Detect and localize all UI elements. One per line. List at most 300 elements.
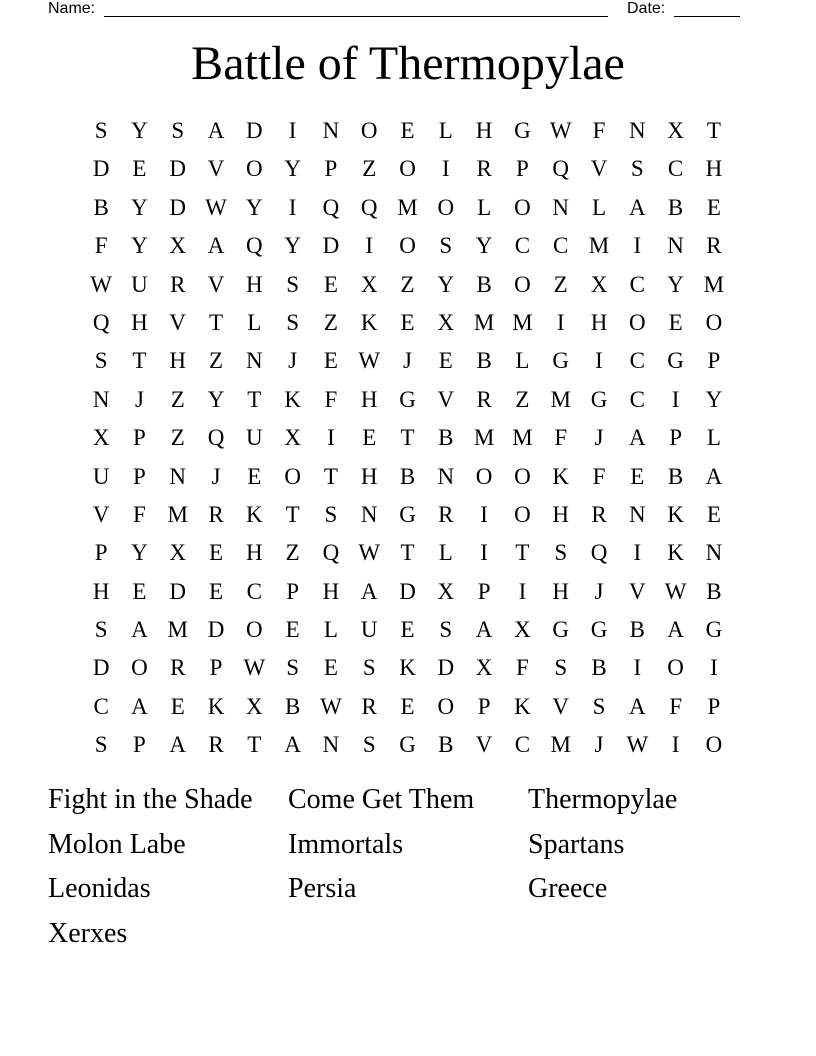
grid-letter: X <box>92 425 110 451</box>
grid-letter: V <box>552 693 570 719</box>
grid-letter: Z <box>362 156 377 182</box>
grid-letter: K <box>399 655 416 681</box>
grid-letter: E <box>668 309 683 335</box>
grid-letter: Y <box>131 233 148 259</box>
grid-letter: S <box>439 233 453 259</box>
grid-letter: G <box>590 617 608 643</box>
grid-letter: W <box>205 194 227 220</box>
grid-letter: N <box>92 386 110 412</box>
grid-letter: P <box>286 578 300 604</box>
grid-letter: V <box>590 156 608 182</box>
grid-letter: P <box>133 425 146 451</box>
grid-letter: Z <box>285 540 300 566</box>
grid-letter: Q <box>246 233 263 259</box>
grid-letter: W <box>626 732 649 758</box>
grid-letter: K <box>360 309 378 335</box>
grid-letter: J <box>594 732 604 758</box>
grid-letter: H <box>246 540 263 566</box>
grid-letter: Y <box>667 271 684 297</box>
grid-letter: X <box>514 617 531 643</box>
grid-letter: S <box>630 156 644 182</box>
grid-letter: P <box>324 156 338 182</box>
grid-letter: F <box>94 233 108 259</box>
grid-letter: K <box>246 501 263 527</box>
grid-letter: B <box>591 655 607 681</box>
grid-letter: Y <box>284 156 301 182</box>
grid-letter: X <box>360 271 378 297</box>
grid-letter: A <box>169 732 187 758</box>
grid-letter: B <box>476 271 492 297</box>
grid-letter: J <box>134 386 144 412</box>
grid-letter: H <box>552 501 570 527</box>
grid-letter: D <box>322 233 340 259</box>
grid-letter: Y <box>131 540 148 566</box>
grid-letter: E <box>706 194 721 220</box>
grid-letter: R <box>438 501 454 527</box>
grid-letter: Z <box>170 386 185 412</box>
grid-letter: I <box>671 732 680 758</box>
grid-letter: A <box>475 617 493 643</box>
grid-letter: R <box>591 501 607 527</box>
grid-letter: K <box>667 501 684 527</box>
grid-letter: M <box>397 194 418 220</box>
grid-letter: U <box>131 271 148 297</box>
grid-letter: G <box>399 386 416 412</box>
grid-letter: T <box>285 501 300 527</box>
grid-letter: M <box>512 425 533 451</box>
grid-letter: H <box>590 309 608 335</box>
grid-letter: E <box>438 348 453 374</box>
grid-letter: P <box>707 348 721 374</box>
word-list-item: Fight in the Shade <box>48 784 253 815</box>
grid-letter: I <box>327 425 335 451</box>
grid-letter: O <box>246 156 263 182</box>
grid-letter: G <box>552 348 570 374</box>
grid-letter: Q <box>92 309 110 335</box>
grid-letter: C <box>629 271 645 297</box>
grid-letter: L <box>706 425 721 451</box>
grid-letter: F <box>516 655 529 681</box>
grid-letter: I <box>671 386 680 412</box>
grid-letter: B <box>399 463 416 489</box>
grid-letter: E <box>400 617 415 643</box>
letter-grid <box>82 114 733 767</box>
grid-letter: S <box>286 655 300 681</box>
grid-letter: A <box>705 463 723 489</box>
grid-letter: Z <box>170 425 185 451</box>
grid-letter: W <box>664 578 687 604</box>
grid-letter: M <box>550 386 571 412</box>
grid-letter: G <box>667 348 684 374</box>
grid-letter: B <box>93 194 109 220</box>
grid-letter: I <box>633 540 642 566</box>
word-list-item: Greece <box>528 873 608 904</box>
grid-letter: S <box>286 309 300 335</box>
grid-letter: T <box>209 309 224 335</box>
grid-letter: S <box>362 732 376 758</box>
grid-letter: M <box>588 233 610 259</box>
grid-letter: Q <box>552 156 570 182</box>
grid-letter: A <box>667 617 684 643</box>
grid-letter: G <box>705 617 723 643</box>
grid-letter: S <box>592 693 606 719</box>
grid-letter: K <box>552 463 570 489</box>
grid-letter: N <box>667 233 684 259</box>
grid-letter: D <box>207 617 225 643</box>
grid-letter: E <box>323 271 338 297</box>
grid-letter: M <box>512 309 533 335</box>
grid-letter: P <box>669 425 682 451</box>
grid-letter: E <box>400 118 415 143</box>
grid-letter: I <box>595 348 603 374</box>
grid-letter: H <box>475 118 493 143</box>
name-label: Name: <box>48 0 96 17</box>
grid-letter: D <box>246 118 263 143</box>
grid-letter: D <box>437 655 455 681</box>
grid-letter: T <box>706 118 721 143</box>
grid-letter: J <box>211 463 221 489</box>
grid-letter: S <box>286 271 300 297</box>
grid-letter: F <box>324 386 338 412</box>
grid-letter: Q <box>322 194 340 220</box>
grid-letter: X <box>437 309 455 335</box>
grid-letter: W <box>90 271 112 297</box>
grid-letter: O <box>131 655 148 681</box>
grid-letter: A <box>207 233 225 259</box>
grid-letter: N <box>246 348 263 374</box>
grid-letter: X <box>437 578 455 604</box>
grid-letter: O <box>437 693 455 719</box>
grid-letter: B <box>476 348 492 374</box>
grid-letter: S <box>439 617 453 643</box>
grid-letter: S <box>94 118 108 143</box>
grid-letter: T <box>247 386 262 412</box>
grid-letter: V <box>92 501 110 527</box>
grid-letter: S <box>324 501 338 527</box>
date-label: Date: <box>627 0 666 17</box>
grid-letter: T <box>515 540 530 566</box>
grid-letter: I <box>633 655 642 681</box>
grid-letter: E <box>247 463 262 489</box>
grid-letter: N <box>169 463 187 489</box>
grid-letter: S <box>94 617 108 643</box>
grid-letter: S <box>94 732 108 758</box>
grid-letter: C <box>514 732 531 758</box>
grid-letter: E <box>285 617 300 643</box>
grid-letter: L <box>438 118 453 143</box>
grid-letter: Y <box>475 233 493 259</box>
grid-letter: P <box>707 693 721 719</box>
grid-letter: P <box>133 463 146 489</box>
word-list-item: Thermopylae <box>528 784 678 815</box>
grid-letter: Y <box>705 386 723 412</box>
grid-letter: O <box>284 463 301 489</box>
grid-letter: L <box>591 194 607 220</box>
grid-letter: I <box>288 194 297 220</box>
grid-letter: Z <box>323 309 338 335</box>
word-list-item: Molon Labe <box>48 828 186 860</box>
grid-letter: N <box>628 118 646 143</box>
grid-letter: B <box>438 425 454 451</box>
grid-letter: E <box>209 578 224 604</box>
grid-letter: H <box>246 271 263 297</box>
grid-letter: O <box>705 732 723 758</box>
grid-letter: E <box>132 578 147 604</box>
grid-letter: F <box>554 425 568 451</box>
grid-letter: P <box>209 655 223 681</box>
grid-letter: A <box>207 118 225 143</box>
grid-letter: R <box>170 271 186 297</box>
grid-letter: Y <box>207 386 225 412</box>
grid-letter: F <box>592 463 606 489</box>
grid-letter: N <box>628 501 646 527</box>
grid-letter: E <box>170 693 185 719</box>
grid-letter: L <box>477 194 492 220</box>
grid-letter: V <box>169 309 187 335</box>
grid-letter: D <box>169 578 187 604</box>
grid-letter: I <box>288 118 297 143</box>
grid-letter: X <box>246 693 263 719</box>
grid-letter: G <box>514 118 531 143</box>
grid-letter: L <box>515 348 530 374</box>
grid-letter: E <box>362 425 377 451</box>
grid-letter: C <box>629 348 645 374</box>
grid-letter: A <box>628 693 646 719</box>
grid-letter: A <box>360 578 378 604</box>
grid-letter: D <box>169 194 187 220</box>
word-list-item: Immortals <box>288 828 404 860</box>
grid-letter: O <box>628 309 646 335</box>
grid-letter: E <box>209 540 224 566</box>
grid-letter: V <box>628 578 646 604</box>
grid-letter: O <box>246 617 263 643</box>
grid-letter: B <box>284 693 301 719</box>
grid-letter: H <box>360 386 378 412</box>
grid-letter: W <box>549 118 572 143</box>
grid-letter: A <box>131 617 148 643</box>
word-list-item: Leonidas <box>48 873 151 904</box>
grid-letter: S <box>171 118 185 143</box>
grid-letter: O <box>399 156 416 182</box>
grid-letter: Z <box>553 271 568 297</box>
grid-letter: P <box>477 693 491 719</box>
grid-letter: N <box>322 732 340 758</box>
grid-letter: V <box>207 156 225 182</box>
grid-letter: T <box>132 348 147 374</box>
grid-letter: N <box>437 463 455 489</box>
grid-letter: C <box>667 156 684 182</box>
page-title: Battle of Thermopylae <box>191 37 625 90</box>
grid-letter: O <box>705 309 723 335</box>
grid-letter: P <box>477 578 491 604</box>
grid-letter: Z <box>515 386 530 412</box>
word-list-item: Persia <box>288 873 357 904</box>
grid-letter: J <box>594 578 604 604</box>
grid-letter: R <box>476 156 492 182</box>
grid-letter: W <box>320 693 342 719</box>
grid-letter: L <box>247 309 262 335</box>
grid-letter: C <box>246 578 262 604</box>
grid-letter: F <box>133 501 146 527</box>
grid-letter: T <box>323 463 338 489</box>
grid-letter: F <box>669 693 682 719</box>
grid-letter: X <box>169 233 187 259</box>
grid-letter: S <box>94 348 108 374</box>
grid-letter: Y <box>131 194 148 220</box>
grid-letter: W <box>243 655 266 681</box>
grid-letter: J <box>594 425 604 451</box>
grid-letter: V <box>437 386 455 412</box>
grid-letter: J <box>288 348 298 374</box>
grid-letter: B <box>706 578 722 604</box>
grid-letter: A <box>628 194 646 220</box>
grid-letter: O <box>514 501 531 527</box>
grid-letter: D <box>169 156 187 182</box>
grid-letter: O <box>360 118 378 143</box>
grid-letter: H <box>92 578 110 604</box>
grid-letter: E <box>323 348 338 374</box>
grid-letter: Q <box>322 540 340 566</box>
grid-letter: S <box>362 655 376 681</box>
grid-letter: I <box>633 233 642 259</box>
grid-letter: N <box>705 540 723 566</box>
grid-letter: O <box>475 463 493 489</box>
grid-letter: W <box>358 540 381 566</box>
grid-letter: J <box>403 348 412 374</box>
grid-letter: H <box>131 309 148 335</box>
grid-letter: R <box>208 732 224 758</box>
grid-letter: T <box>247 732 262 758</box>
grid-letter: P <box>94 540 108 566</box>
grid-letter: K <box>207 693 225 719</box>
grid-letter: C <box>553 233 569 259</box>
grid-letter: T <box>400 425 415 451</box>
grid-letter: H <box>552 578 570 604</box>
grid-letter: N <box>322 118 340 143</box>
grid-letter: E <box>400 309 415 335</box>
word-list-item: Xerxes <box>48 917 128 949</box>
grid-letter: V <box>207 271 225 297</box>
grid-letter: G <box>399 501 416 527</box>
grid-letter: H <box>705 156 723 182</box>
grid-letter: Q <box>207 425 225 451</box>
grid-letter: G <box>590 386 608 412</box>
grid-letter: I <box>710 655 718 681</box>
grid-letter: Y <box>131 118 148 143</box>
grid-letter: X <box>475 655 493 681</box>
grid-letter: E <box>706 501 721 527</box>
date-blank-line[interactable] <box>674 0 740 17</box>
grid-letter: S <box>554 540 568 566</box>
word-list <box>48 780 768 958</box>
grid-letter: I <box>480 540 488 566</box>
grid-letter: Z <box>209 348 224 374</box>
header-line <box>48 0 748 20</box>
grid-letter: M <box>473 425 495 451</box>
grid-letter: C <box>629 386 645 412</box>
grid-letter: E <box>323 655 338 681</box>
grid-letter: A <box>628 425 646 451</box>
grid-letter: Z <box>400 271 415 297</box>
grid-letter: L <box>323 617 338 643</box>
grid-letter: E <box>630 463 645 489</box>
grid-letter: O <box>514 194 531 220</box>
grid-letter: R <box>208 501 224 527</box>
grid-letter: R <box>476 386 492 412</box>
grid-letter: Y <box>246 194 263 220</box>
name-blank-line[interactable] <box>104 0 608 17</box>
grid-letter: D <box>92 156 110 182</box>
grid-letter: N <box>552 194 570 220</box>
grid-letter: S <box>554 655 568 681</box>
grid-letter: V <box>475 732 493 758</box>
grid-letter: X <box>667 118 684 143</box>
grid-letter: O <box>667 655 684 681</box>
grid-letter: M <box>473 309 495 335</box>
grid-letter: R <box>361 693 377 719</box>
grid-letter: M <box>703 271 725 297</box>
grid-letter: Y <box>284 233 301 259</box>
grid-letter: W <box>358 348 381 374</box>
grid-letter: X <box>284 425 301 451</box>
grid-letter: F <box>592 118 606 143</box>
grid-letter: T <box>400 540 415 566</box>
grid-letter: B <box>667 463 684 489</box>
grid-letter: N <box>360 501 378 527</box>
grid-letter: A <box>131 693 148 719</box>
grid-letter: I <box>480 501 488 527</box>
grid-letter: B <box>667 194 684 220</box>
grid-letter: K <box>514 693 531 719</box>
grid-letter: O <box>437 194 455 220</box>
grid-letter: X <box>169 540 187 566</box>
grid-letter: Q <box>360 194 378 220</box>
grid-letter: U <box>360 617 378 643</box>
grid-letter: H <box>322 578 340 604</box>
word-list-item: Spartans <box>528 828 625 860</box>
grid-letter: P <box>133 732 146 758</box>
grid-letter: R <box>170 655 186 681</box>
grid-letter: B <box>629 617 645 643</box>
grid-letter: D <box>92 655 110 681</box>
grid-letter: G <box>399 732 416 758</box>
grid-letter: D <box>399 578 416 604</box>
grid-letter: U <box>92 463 110 489</box>
grid-letter: M <box>167 617 188 643</box>
grid-letter: U <box>246 425 263 451</box>
grid-letter: H <box>360 463 378 489</box>
grid-letter: H <box>169 348 187 374</box>
grid-letter: Q <box>590 540 608 566</box>
grid-letter: O <box>514 463 531 489</box>
grid-letter: M <box>550 732 571 758</box>
grid-letter: I <box>556 309 565 335</box>
grid-letter: I <box>441 156 450 182</box>
grid-letter: O <box>514 271 531 297</box>
grid-letter: I <box>518 578 527 604</box>
grid-letter: P <box>516 156 529 182</box>
grid-letter: R <box>706 233 722 259</box>
word-list-item: Come Get Them <box>288 784 475 815</box>
grid-letter: L <box>438 540 453 566</box>
grid-letter: I <box>365 233 374 259</box>
grid-letter: K <box>667 540 684 566</box>
grid-letter: M <box>167 501 188 527</box>
grid-letter: X <box>590 271 608 297</box>
grid-letter: B <box>438 732 454 758</box>
grid-letter: A <box>284 732 301 758</box>
grid-letter: O <box>399 233 416 259</box>
